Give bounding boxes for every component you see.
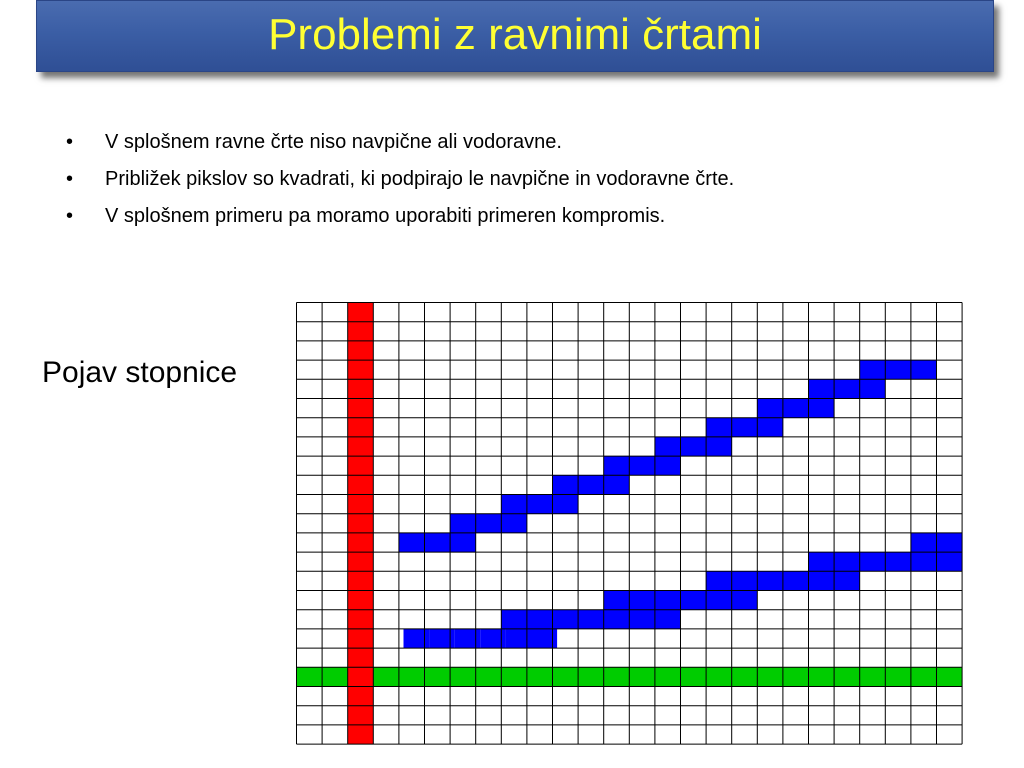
green-pixel: [885, 667, 911, 686]
blue-pixel: [860, 552, 886, 571]
blue-pixel: [404, 629, 430, 648]
blue-pixel: [911, 533, 937, 552]
blue-pixel: [604, 590, 630, 609]
green-pixel: [732, 667, 758, 686]
blue-pixel: [834, 552, 860, 571]
red-pixel: [348, 456, 374, 475]
green-pixel: [552, 667, 578, 686]
red-pixel: [348, 475, 374, 494]
red-pixel: [348, 322, 374, 341]
green-pixel: [834, 667, 860, 686]
bullet-text: V splošnem primeru pa moramo uporabiti primeren kompromis.: [105, 205, 666, 227]
red-pixel: [348, 686, 374, 705]
blue-pixel: [732, 418, 758, 437]
red-pixel: [348, 379, 374, 398]
red-pixel: [348, 629, 374, 648]
blue-pixel: [501, 610, 527, 629]
blue-pixel: [531, 629, 557, 648]
blue-pixel: [936, 552, 962, 571]
blue-pixel: [476, 514, 502, 533]
bullet-item: [66, 161, 734, 198]
bullet-text: Približek pikslov so kvadrati, ki podpirajo le navpične in vodoravne črte.: [105, 168, 735, 190]
blue-pixel: [501, 494, 527, 513]
red-pixel: [348, 418, 374, 437]
blue-pixel: [834, 571, 860, 590]
blue-pixel: [706, 590, 732, 609]
blue-pixel: [480, 629, 506, 648]
red-pixel: [348, 437, 374, 456]
slide-title: Problemi z ravnimi črtami: [268, 10, 762, 59]
blue-pixel: [552, 494, 578, 513]
green-pixel: [424, 667, 450, 686]
blue-pixel: [527, 610, 553, 629]
green-pixel: [450, 667, 476, 686]
green-pixel: [501, 667, 527, 686]
bullet-dot: •: [66, 168, 74, 190]
red-pixel: [348, 494, 374, 513]
red-pixel: [348, 552, 374, 571]
blue-pixel: [552, 610, 578, 629]
blue-pixel: [578, 475, 604, 494]
blue-pixel: [655, 456, 681, 475]
blue-pixel: [860, 379, 886, 398]
red-pixel: [348, 648, 374, 667]
blue-pixel: [399, 533, 425, 552]
blue-pixel: [783, 398, 809, 417]
green-pixel: [680, 667, 706, 686]
red-pixel: [348, 706, 374, 725]
blue-pixel: [604, 475, 630, 494]
green-pixel: [604, 667, 630, 686]
green-pixel: [476, 667, 502, 686]
blue-pixel: [429, 629, 455, 648]
pixel-grid: [296, 302, 963, 745]
green-pixel: [297, 667, 323, 686]
bullet-text: V splošnem ravne črte niso navpične ali vodoravne.: [105, 131, 562, 153]
blue-pixel: [911, 360, 937, 379]
green-pixel: [655, 667, 681, 686]
blue-pixel: [808, 571, 834, 590]
red-pixel: [348, 398, 374, 417]
blue-pixel: [885, 552, 911, 571]
blue-pixel: [604, 456, 630, 475]
blue-pixel: [783, 571, 809, 590]
blue-pixel: [552, 475, 578, 494]
blue-pixel: [808, 552, 834, 571]
blue-pixel: [450, 533, 476, 552]
blue-pixel: [455, 629, 481, 648]
blue-pixel: [757, 418, 783, 437]
blue-pixel: [757, 571, 783, 590]
green-pixel: [322, 667, 348, 686]
green-pixel: [860, 667, 886, 686]
blue-pixel: [506, 629, 532, 648]
green-pixel: [399, 667, 425, 686]
blue-pixel: [629, 590, 655, 609]
blue-pixel: [860, 360, 886, 379]
red-pixel: [348, 533, 374, 552]
green-pixel: [808, 667, 834, 686]
blue-pixel: [450, 514, 476, 533]
blue-pixel: [706, 437, 732, 456]
blue-pixel: [808, 398, 834, 417]
blue-pixel: [732, 590, 758, 609]
bullet-item: [66, 124, 734, 161]
blue-pixel: [424, 533, 450, 552]
blue-pixel: [936, 533, 962, 552]
pixel-grid-svg: [296, 302, 963, 745]
blue-pixel: [629, 456, 655, 475]
red-pixel: [348, 341, 374, 360]
green-pixel: [757, 667, 783, 686]
blue-pixel: [911, 552, 937, 571]
staircase-label: Pojav stopnice: [42, 356, 238, 389]
green-pixel: [936, 667, 962, 686]
blue-pixel: [680, 590, 706, 609]
blue-pixel: [808, 379, 834, 398]
red-pixel: [348, 610, 374, 629]
blue-pixel: [655, 610, 681, 629]
red-pixel: [348, 360, 374, 379]
blue-pixel: [578, 610, 604, 629]
green-pixel: [527, 667, 553, 686]
blue-pixel: [604, 610, 630, 629]
red-pixel: [348, 725, 374, 744]
blue-pixel: [655, 437, 681, 456]
blue-pixel: [706, 418, 732, 437]
green-pixel: [783, 667, 809, 686]
bullet-dot: •: [66, 205, 74, 227]
green-pixel: [706, 667, 732, 686]
red-pixel: [348, 590, 374, 609]
blue-pixel: [834, 379, 860, 398]
blue-pixel: [527, 494, 553, 513]
blue-pixel: [885, 360, 911, 379]
green-pixel: [373, 667, 399, 686]
red-pixel: [348, 303, 374, 322]
red-pixel: [348, 667, 374, 686]
blue-pixel: [706, 571, 732, 590]
bullet-dot: •: [66, 131, 74, 153]
red-pixel: [348, 571, 374, 590]
bullet-item: [66, 198, 734, 235]
title-bar: [36, 0, 994, 72]
blue-pixel: [732, 571, 758, 590]
blue-pixel: [680, 437, 706, 456]
blue-pixel: [629, 610, 655, 629]
green-pixel: [911, 667, 937, 686]
green-pixel: [629, 667, 655, 686]
blue-pixel: [501, 514, 527, 533]
green-pixel: [578, 667, 604, 686]
bullet-list: [66, 124, 734, 235]
blue-pixel: [757, 398, 783, 417]
blue-pixel: [655, 590, 681, 609]
red-pixel: [348, 514, 374, 533]
